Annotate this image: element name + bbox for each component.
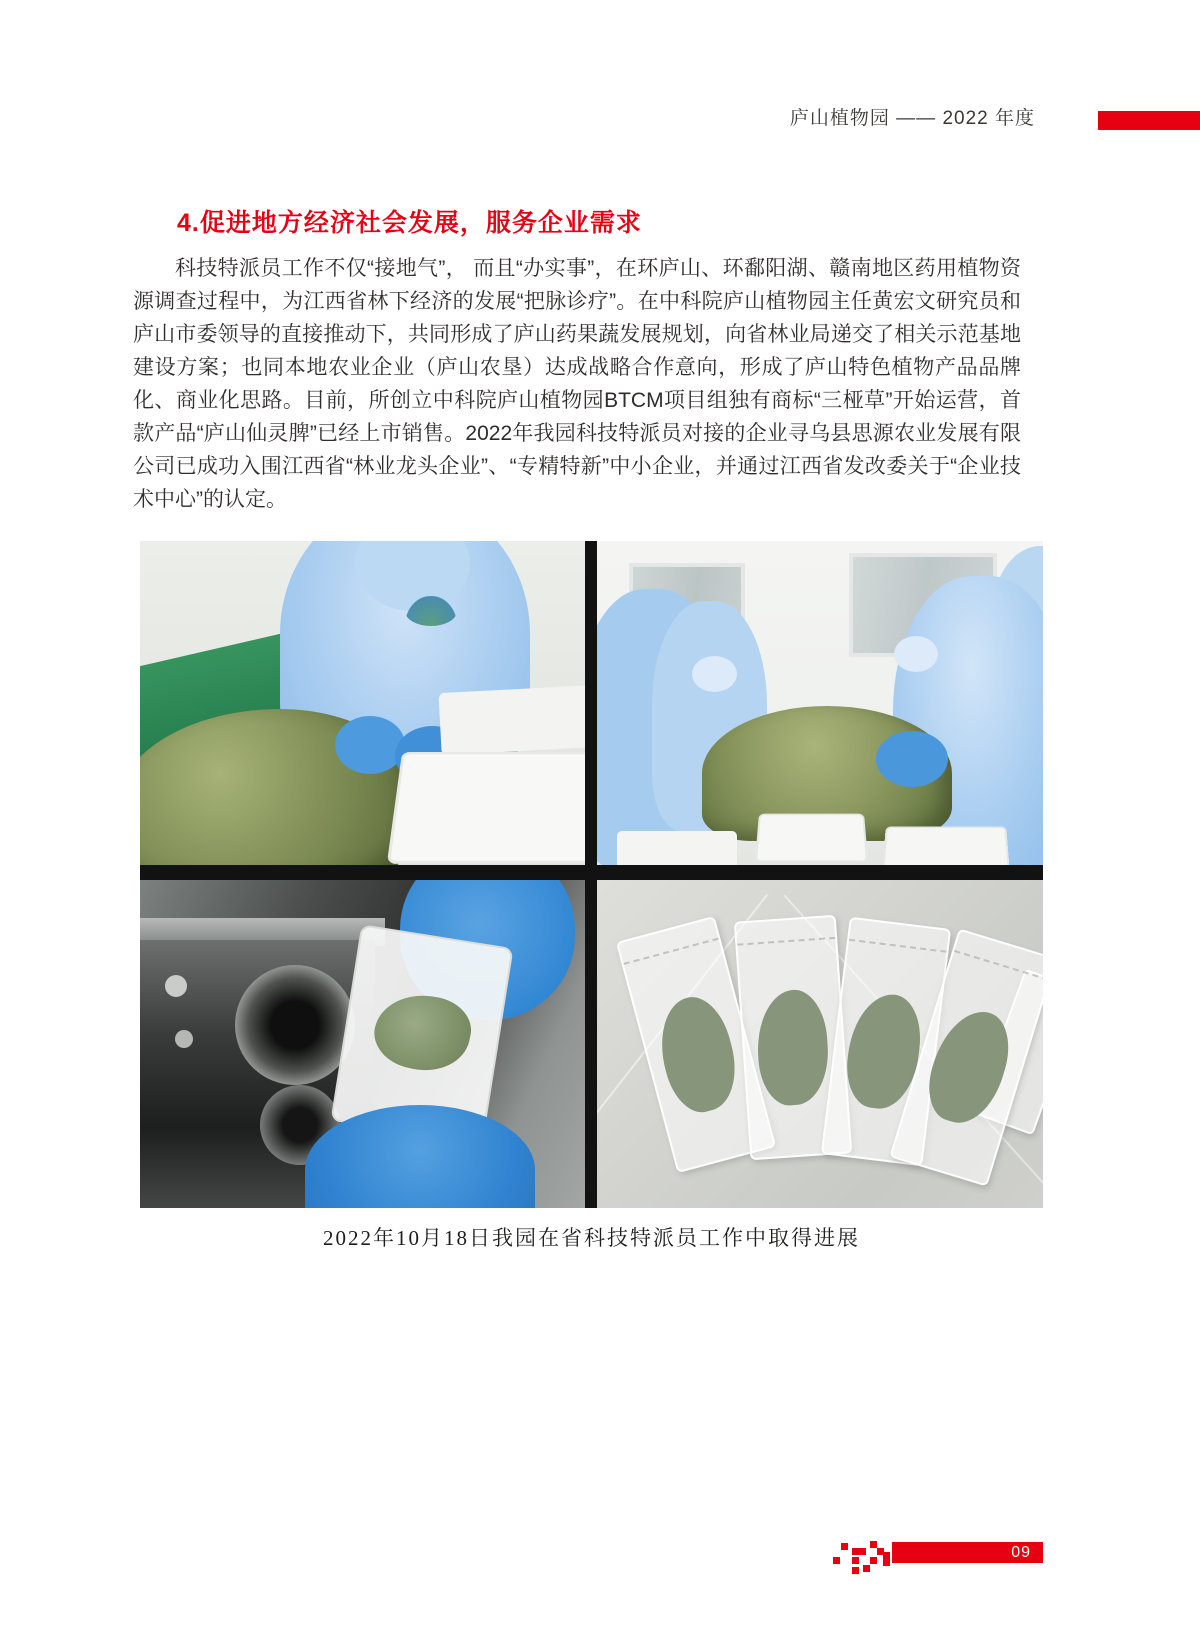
pouch-seal-shape <box>954 940 1043 980</box>
header-red-bar <box>1098 111 1200 130</box>
photo-sealed-leaf-packets <box>597 880 1043 1208</box>
page-number: 09 <box>1011 1544 1031 1561</box>
white-tray-shape <box>755 814 868 863</box>
body-paragraph: 科技特派员工作不仅“接地气”， 而且“办实事”，在环庐山、环鄱阳湖、赣南地区药用植物资源调查过程中，为江西省林下经济的发展“把脉诊疗”。在中科院庐山植物园主任黄宏文研究员和庐山市委领导的直接推动下，共同形成了庐山药果蔬发展规划，向省林业局递交了相关示范基地建设方案；也同本地农业企业（庐山农垦）达成战略合作意向，形成了庐山特色植物产品品牌化、商业化思路。目前，所创立中科院庐山植物园BTCM项目组独有商标“三桠草”开始运营，首款产品“庐山仙灵脾”已经上市销售。2022年我园科技特派员对接的企业寻乌县思源农业发展有限公司已成功入围江西省“林业龙头企业”、“专精特新”中小企业，并通过江西省发改委关于“企业技术中心”的认定。 <box>133 257 1021 511</box>
machine-roller-shape <box>235 965 355 1085</box>
photo-grid <box>140 541 1043 1208</box>
pouch-seal-shape <box>621 928 719 965</box>
white-tray-shape <box>617 831 737 865</box>
pouch-seal-shape <box>737 927 836 946</box>
white-bin-shape <box>438 685 585 755</box>
uniform-logo-shape <box>405 596 457 626</box>
photo-sealing-machine <box>140 880 585 1208</box>
photo-worker-sorting-herbs <box>140 541 585 865</box>
figure-caption: 2022年10月18日我园在省科技特派员工作中取得进展 <box>323 1226 860 1250</box>
photo-team-sorting-herbs <box>597 541 1043 865</box>
leaf-sample-shape <box>754 988 832 1108</box>
checker-pattern-decoration <box>828 1538 898 1574</box>
page-header-title: 庐山植物园 —— 2022 年度 <box>789 108 1035 129</box>
face-mask-shape <box>692 656 737 692</box>
face-mask-shape <box>894 636 938 672</box>
blue-glove-shape <box>335 716 405 774</box>
page-number-bar <box>892 1542 1043 1563</box>
leaf-sample-shape <box>919 1002 1020 1132</box>
white-bin-shape <box>387 752 585 864</box>
machine-screw-shape <box>175 1030 193 1048</box>
leaf-sample-shape <box>649 990 746 1119</box>
white-tray-shape <box>882 826 1010 865</box>
pouch-seal-shape <box>849 929 948 953</box>
section-heading: 4.促进地方经济社会发展，服务企业需求 <box>177 209 642 237</box>
blue-glove-shape <box>876 731 948 787</box>
machine-screw-shape <box>165 975 187 997</box>
